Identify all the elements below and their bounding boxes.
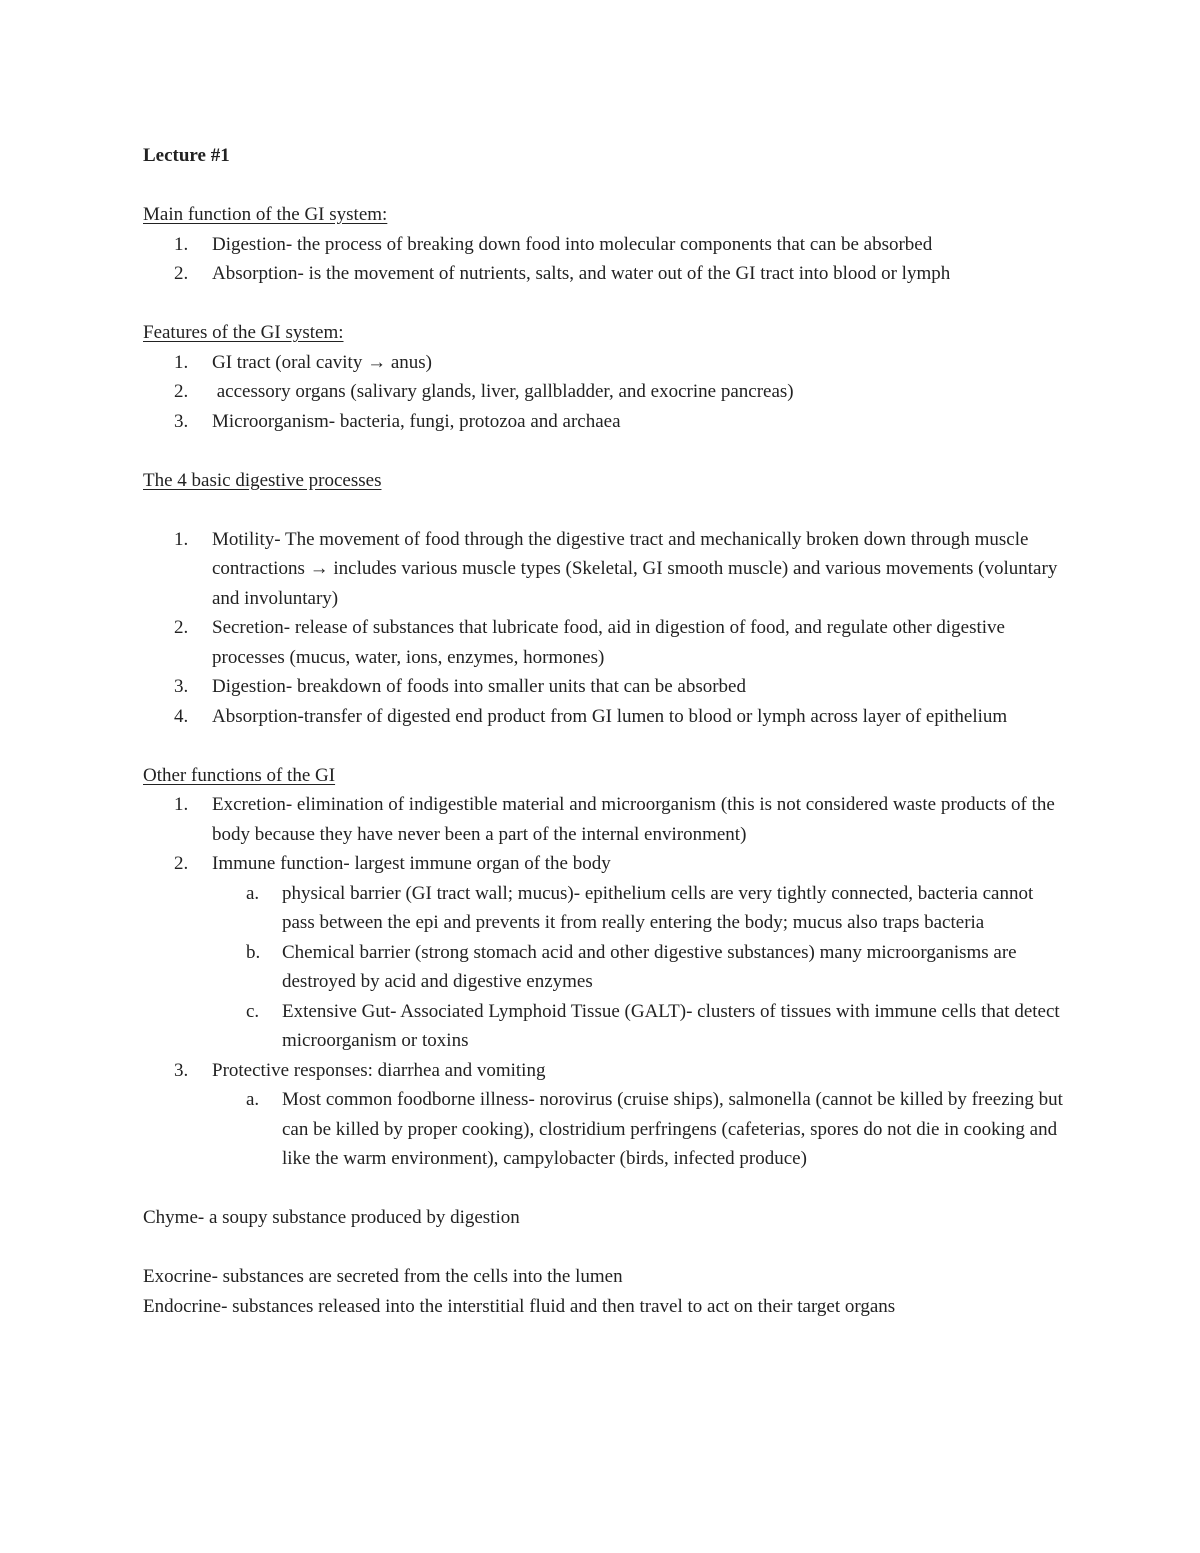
main-function-list: [143, 230, 1063, 289]
list-item-text: GI tract (oral cavity → anus): [212, 351, 432, 373]
document-page: [143, 141, 1063, 1321]
sub-list-item-text: Most common foodborne illness- norovirus (cruise ships), salmonella (cannot be killed by freezing but can be killed by proper cooking), clostridium perfringens (cafeterias, spores do not die in cooking and like the warm environment), campylobacter (birds, infected produce): [282, 1089, 1063, 1169]
list-item: [143, 849, 1063, 1056]
list-item-number: 1.: [174, 528, 189, 550]
sub-list-item-text: Extensive Gut- Associated Lymphoid Tissue (GALT)- clusters of tissues with immune cells that detect microorganism or toxins: [282, 1000, 1060, 1051]
list-item-number: 3.: [174, 410, 189, 432]
list-item: [143, 259, 1063, 289]
spacer: [143, 1174, 1063, 1204]
sub-list-item-letter: b.: [246, 941, 261, 963]
list-item-number: 1.: [174, 233, 189, 255]
sub-list-item: [212, 879, 1063, 938]
list-item-text: Absorption-transfer of digested end product from GI lumen to blood or lymph across layer of epithelium: [212, 705, 1008, 727]
sub-list-item: [212, 938, 1063, 997]
spacer: [143, 731, 1063, 761]
list-item: [143, 790, 1063, 849]
immune-function-sublist: [212, 879, 1063, 1056]
list-item-text: Digestion- the process of breaking down food into molecular components that can be absorbed: [212, 233, 933, 255]
features-list: [143, 348, 1063, 437]
list-item-text: Absorption- is the movement of nutrients, salts, and water out of the GI tract into blood or lymph: [212, 263, 951, 284]
list-item-text: Excretion- elimination of indigestible material and microorganism (this is not considered waste products of the body because they have never been a part of the internal environment): [212, 794, 1055, 845]
list-item: [143, 525, 1063, 614]
list-item-number: 2.: [174, 381, 189, 402]
digestive-processes-list: [143, 525, 1063, 732]
sub-list-item-text: Chemical barrier (strong stomach acid and other digestive substances) many microorganisms are destroyed by acid and digestive enzymes: [282, 941, 1017, 992]
definition-exocrine: Exocrine- substances are secreted from the cells into the lumen: [143, 1266, 623, 1287]
other-functions-list: [143, 790, 1063, 1174]
list-item-text: Secretion- release of substances that lubricate food, aid in digestion of food, and regulate other digestive processes (mucus, water, ions, enzymes, hormones): [212, 617, 1005, 668]
sub-list-item: [212, 997, 1063, 1056]
spacer: [143, 495, 1063, 525]
list-item: [143, 230, 1063, 260]
list-item: [143, 613, 1063, 672]
sub-list-item-text: physical barrier (GI tract wall; mucus)- epithelium cells are very tightly connected, bacteria cannot pass between the epi and prevents it from really entering the body; mucus also traps bacteria: [282, 882, 1034, 933]
document-title: Lecture #1: [143, 145, 230, 166]
spacer: [143, 436, 1063, 466]
section-heading-features: Features of the GI system:: [143, 322, 344, 343]
list-item-number: 2.: [174, 853, 189, 874]
list-item: [143, 377, 1063, 407]
list-item-text: Immune function- largest immune organ of the body: [212, 853, 611, 874]
sub-list-item-letter: c.: [246, 1000, 260, 1022]
list-item: [143, 672, 1063, 702]
list-item-text: Protective responses: diarrhea and vomiting: [212, 1059, 546, 1081]
list-item: [143, 702, 1063, 732]
list-item-text: Motility- The movement of food through the digestive tract and mechanically broken down through muscle contractions → includes various muscle types (Skeletal, GI smooth muscle) and various movements (voluntary and involuntary): [212, 528, 1058, 609]
list-item-text: accessory organs (salivary glands, liver, gallbladder, and exocrine pancreas): [212, 381, 794, 402]
list-item-number: 2.: [174, 617, 189, 638]
list-item-text: Digestion- breakdown of foods into smaller units that can be absorbed: [212, 676, 746, 697]
list-item-number: 4.: [174, 705, 189, 727]
list-item: [143, 407, 1063, 437]
section-heading-main-function: Main function of the GI system:: [143, 204, 388, 225]
sub-list-item: [212, 1085, 1063, 1174]
definition-chyme: Chyme- a soupy substance produced by digestion: [143, 1207, 520, 1228]
protective-responses-sublist: [212, 1085, 1063, 1174]
spacer: [143, 1233, 1063, 1263]
spacer: [143, 289, 1063, 319]
section-heading-digestive-processes: The 4 basic digestive processes: [143, 469, 382, 491]
list-item-number: 3.: [174, 1059, 189, 1081]
list-item-text: Microorganism- bacteria, fungi, protozoa and archaea: [212, 410, 621, 432]
definition-endocrine: Endocrine- substances released into the interstitial fluid and then travel to act on their target organs: [143, 1295, 896, 1317]
sub-list-item-letter: a.: [246, 882, 260, 904]
list-item-number: 3.: [174, 676, 189, 697]
list-item-number: 2.: [174, 263, 189, 284]
list-item: [143, 1056, 1063, 1174]
list-item: [143, 348, 1063, 378]
section-heading-other-functions: Other functions of the GI: [143, 764, 336, 786]
sub-list-item-letter: a.: [246, 1089, 260, 1110]
list-item-number: 1.: [174, 794, 189, 815]
list-item-number: 1.: [174, 351, 189, 373]
